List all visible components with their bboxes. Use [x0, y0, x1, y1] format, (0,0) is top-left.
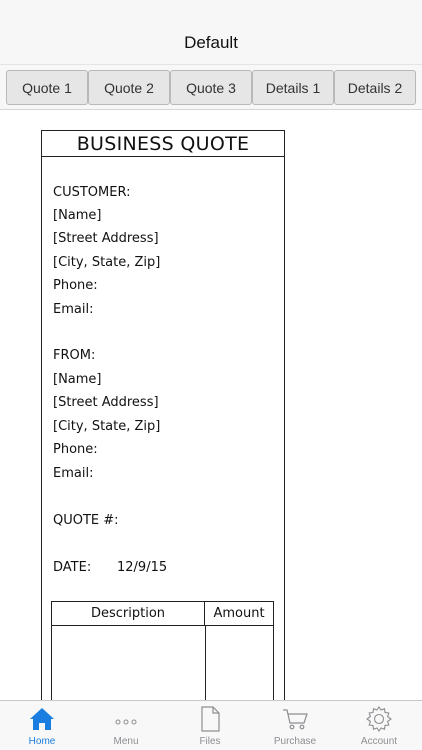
tab-label: Menu — [113, 736, 139, 747]
home-icon — [29, 706, 55, 732]
quote-number-label: QUOTE #: — [53, 513, 119, 528]
segment-details-2[interactable]: Details 2 — [334, 70, 416, 105]
quote-document — [41, 130, 285, 710]
customer-email: Email: — [53, 302, 94, 317]
tab-label: Files — [199, 736, 221, 747]
tab-label: Account — [360, 736, 398, 747]
segment-quote-3[interactable]: Quote 3 — [170, 70, 252, 105]
from-email: Email: — [53, 466, 94, 481]
tab-label: Purchase — [273, 736, 317, 747]
from-label: FROM: — [53, 348, 96, 363]
date-value: 12/9/15 — [117, 560, 168, 575]
customer-city: [City, State, Zip] — [53, 255, 161, 270]
quote-title: BUSINESS QUOTE — [42, 131, 284, 157]
customer-name: [Name] — [53, 208, 102, 223]
more-dots-icon — [113, 706, 139, 732]
segment-quote-2[interactable]: Quote 2 — [88, 70, 170, 105]
tab-label: Home — [28, 736, 56, 747]
customer-street: [Street Address] — [53, 231, 159, 246]
tab-account[interactable] — [337, 701, 421, 750]
from-city: [City, State, Zip] — [53, 419, 161, 434]
file-icon — [197, 706, 223, 732]
segment-bar — [0, 64, 422, 110]
cart-icon — [282, 706, 308, 732]
from-street: [Street Address] — [53, 395, 159, 410]
page-title: Default — [184, 33, 238, 52]
tab-purchase[interactable] — [253, 701, 337, 750]
segment-quote-1[interactable]: Quote 1 — [6, 70, 88, 105]
nav-bar — [0, 0, 422, 64]
table-header-description: Description — [52, 602, 205, 626]
from-phone: Phone: — [53, 442, 98, 457]
tab-menu[interactable] — [84, 701, 168, 750]
tab-bar — [0, 700, 422, 750]
customer-label: CUSTOMER: — [53, 185, 131, 200]
tab-home[interactable] — [0, 701, 84, 750]
table-header-amount: Amount — [205, 602, 273, 626]
from-name: [Name] — [53, 372, 102, 387]
gear-icon — [366, 706, 392, 732]
tab-files[interactable] — [168, 701, 252, 750]
segment-details-1[interactable]: Details 1 — [252, 70, 334, 105]
date-label: DATE: — [53, 560, 92, 575]
customer-phone: Phone: — [53, 278, 98, 293]
